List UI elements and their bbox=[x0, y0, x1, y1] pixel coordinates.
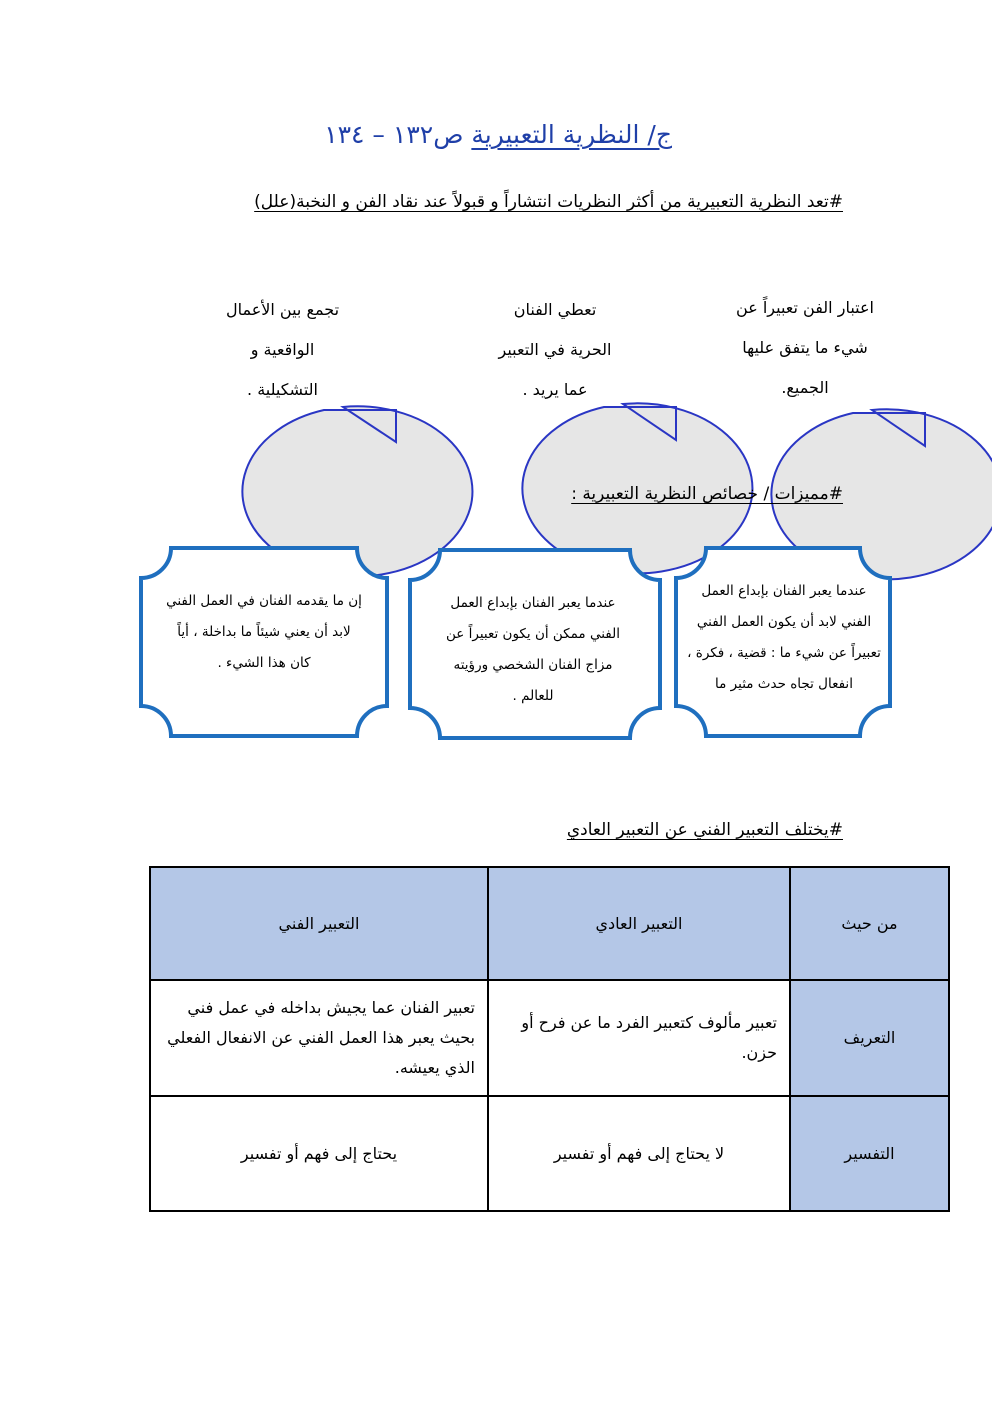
frame-1-line-3: تعبيراً عن شيء ما : قضية ، فكرة ، bbox=[687, 645, 881, 661]
frame-3-line-3: كان هذا الشيء . bbox=[217, 655, 311, 671]
frame-3-text bbox=[148, 586, 380, 679]
bubble-2-line-3: عما يريد . bbox=[522, 380, 588, 399]
bubble-3-text bbox=[180, 290, 385, 410]
frame-2-line-4: للعالم . bbox=[512, 688, 554, 704]
bubble-3-line-2: الواقعية و bbox=[250, 340, 315, 359]
cell-artistic-definition: تعبير الفنان عما يجيش بداخله في عمل فني بحيث يعبر هذا العمل الفني عن الانفعال الفعلي الذي يعيشه. bbox=[150, 980, 488, 1096]
bubble-2-text bbox=[455, 290, 655, 410]
header-cell-criterion: من حيث bbox=[790, 867, 949, 980]
section1-heading: #تعد النظرية التعبيرية من أكثر النظريات انتشاراً و قبولاً عند نقاد الفن و النخبة(علل) bbox=[254, 192, 843, 212]
bubble-1-line-2: شيء ما يتفق عليها bbox=[742, 338, 868, 357]
frame-1-line-2: الفني لابد أن يكون العمل الفني bbox=[696, 614, 872, 630]
row-key-interpretation: التفسير bbox=[790, 1096, 949, 1211]
header-cell-ordinary: التعبير العادي bbox=[488, 867, 790, 980]
cell-artistic-interpretation: يحتاج إلى فهم أو تفسير bbox=[150, 1096, 488, 1211]
bubble-3-line-1: تجمع بين الأعمال bbox=[225, 300, 340, 319]
frame-2-line-3: مزاج الفنان الشخصي ورؤيته bbox=[453, 657, 613, 673]
bubble-1-line-1: اعتبار الفن تعبيراً عن bbox=[736, 298, 874, 317]
cell-ordinary-interpretation: لا يحتاج إلى فهم أو تفسير bbox=[488, 1096, 790, 1211]
section2-heading: #مميزات / خصائص النظرية التعبيرية : bbox=[571, 484, 843, 504]
section3-heading: #يختلف التعبير الفني عن التعبير العادي bbox=[566, 820, 843, 840]
bubble-1-line-3: الجميع. bbox=[781, 378, 829, 397]
frame-1-line-1: عندما يعبر الفنان بإبداع العمل bbox=[701, 583, 867, 599]
frame-2-text bbox=[418, 588, 648, 712]
comparison-table bbox=[149, 866, 950, 1212]
bubble-2-line-1: تعطي الفنان bbox=[513, 300, 597, 319]
frame-2-line-2: الفني ممكن أن يكون تعبيراً عن bbox=[446, 626, 620, 642]
title-main: ج/ النظرية التعبيرية bbox=[471, 120, 672, 149]
table-header-row bbox=[150, 867, 949, 980]
bubble-3-line-3: التشكيلية . bbox=[247, 380, 318, 399]
cell-ordinary-definition: تعبير مألوف كتعبير الفرد ما عن فرح أو حزن. bbox=[488, 980, 790, 1096]
title-pages: ص١٣٢ – ١٣٤ bbox=[324, 120, 472, 149]
header-cell-artistic: التعبير الفني bbox=[150, 867, 488, 980]
frame-3-line-2: لابد أن يعني شيئاً ما بداخلة ، أياً bbox=[177, 624, 351, 640]
frame-3-line-1: إن ما يقدمه الفنان في العمل الفني bbox=[166, 593, 362, 609]
frame-2-line-1: عندما يعبر الفنان بإبداع العمل bbox=[450, 595, 616, 611]
table-row bbox=[150, 980, 949, 1096]
bubble-1-text bbox=[705, 288, 905, 408]
frame-1-text bbox=[680, 576, 888, 700]
table-row bbox=[150, 1096, 949, 1211]
frame-1-line-4: انفعال تجاه حدث مثير ما bbox=[715, 676, 853, 692]
bubble-2-line-2: الحرية في التعبير bbox=[498, 340, 612, 359]
row-key-definition: التعريف bbox=[790, 980, 949, 1096]
